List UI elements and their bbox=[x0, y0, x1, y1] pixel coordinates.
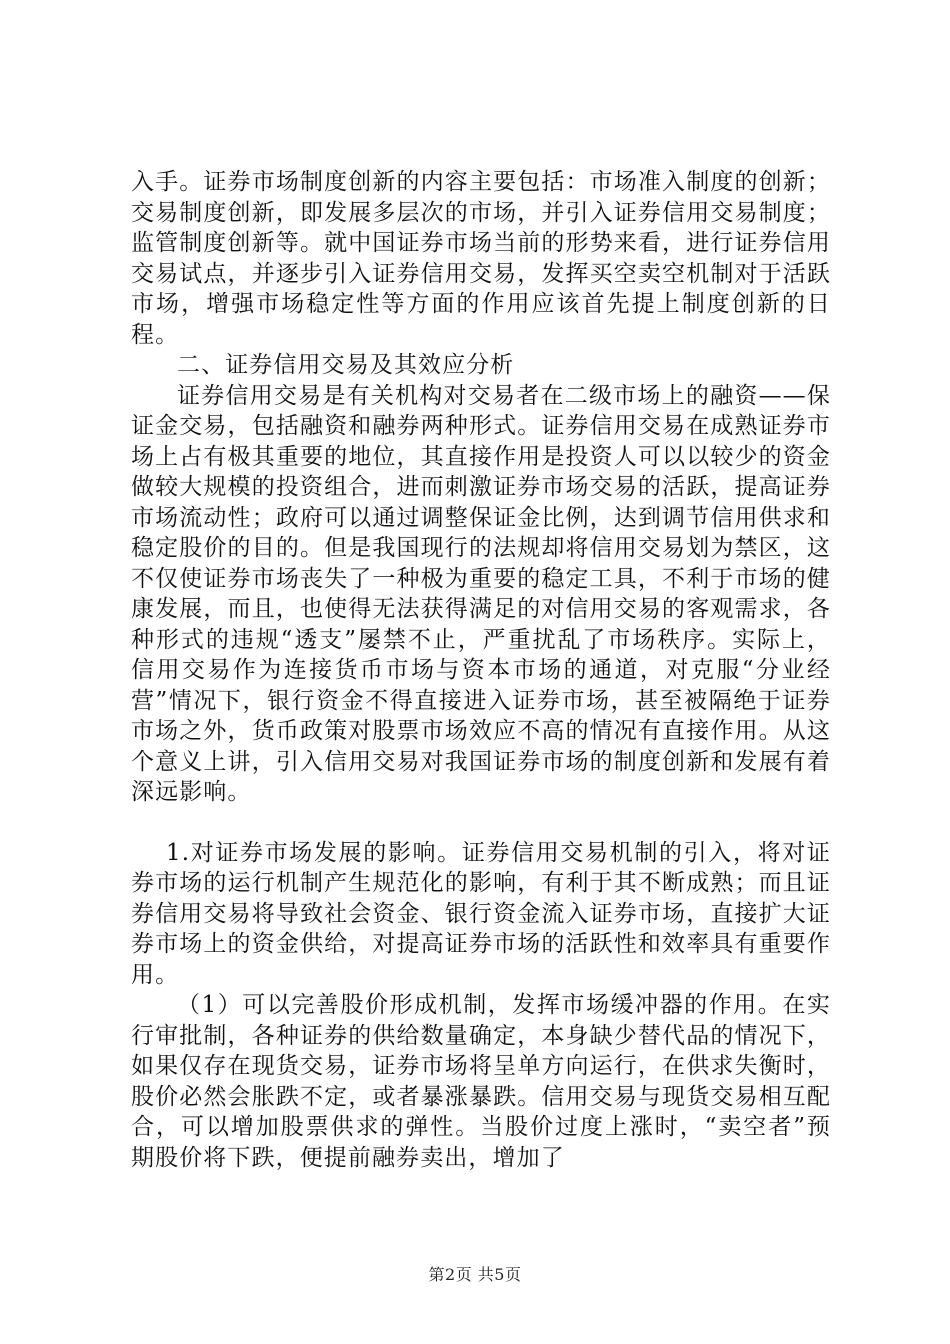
paragraph-intro: 入手。证券市场制度创新的内容主要包括：市场准入制度的创新；交易制度创新，即发展多层次的市场，并引入证券信用交易制度；监管制度创新等。就中国证券市场当前的形势来看，进行证券信用交易试点，并逐步引入证券信用交易，发挥买空卖空机制对于活跃市场，增强市场稳定性等方面的作用应该首先提上制度创新的日程。 bbox=[131, 169, 831, 348]
paragraph-market-impact: 1.对证券市场发展的影响。证券信用交易机制的引入，将对证券市场的运行机制产生规范化的影响，有利于其不断成熟；而且证券信用交易将导致社会资金、银行资金流入证券市场，直接扩大证券市场上的资金供给，对提高证券市场的活跃性和效率具有重要作用。 bbox=[131, 839, 831, 988]
paragraph-gap bbox=[131, 808, 831, 838]
page-number-footer: 第2页 共5页 bbox=[428, 1265, 522, 1284]
document-body bbox=[131, 167, 831, 1173]
paragraph-credit-trading: 证券信用交易是有关机构对交易者在二级市场上的融资——保证金交易，包括融资和融券两种形式。证券信用交易在成熟证券市场上占有极其重要的地位，其直接作用是投资人可以以较少的资金做较大规模的投资组合，进而刺激证券市场交易的活跃，提高证券市场流动性；政府可以通过调整保证金比例，达到调节信用供求和稳定股价的目的。但是我国现行的法规却将信用交易划为禁区，这不仅使证券市场丧失了一种极为重要的稳定工具，不利于市场的健康发展，而且，也使得无法获得满足的对信用交易的客观需求，各种形式的违规“透支”屡禁不止，严重扰乱了市场秩序。实际上，信用交易作为连接货币市场与资本市场的通道，对克服“分业经营”情况下，银行资金不得直接进入证券市场，甚至被隔绝于证券市场之外，货币政策对股票市场效应不高的情况有直接作用。从这个意义上讲，引入信用交易对我国证券市场的制度创新和发展有着深远影响。 bbox=[131, 382, 831, 805]
paragraph-price-mechanism: （1）可以完善股价形成机制，发挥市场缓冲器的作用。在实行审批制，各种证券的供给数量确定，本身缺少替代品的情况下，如果仅存在现货交易，证券市场将呈单方向运行，在供求失衡时，股价必然会胀跌不定，或者暴涨暴跌。信用交易与现货交易相互配合，可以增加股票供求的弹性。当股价过度上涨时，“卖空者”预期股价将下跌，便提前融券卖出，增加了 bbox=[131, 992, 831, 1171]
section-heading: 二、证券信用交易及其效应分析 bbox=[177, 352, 515, 378]
